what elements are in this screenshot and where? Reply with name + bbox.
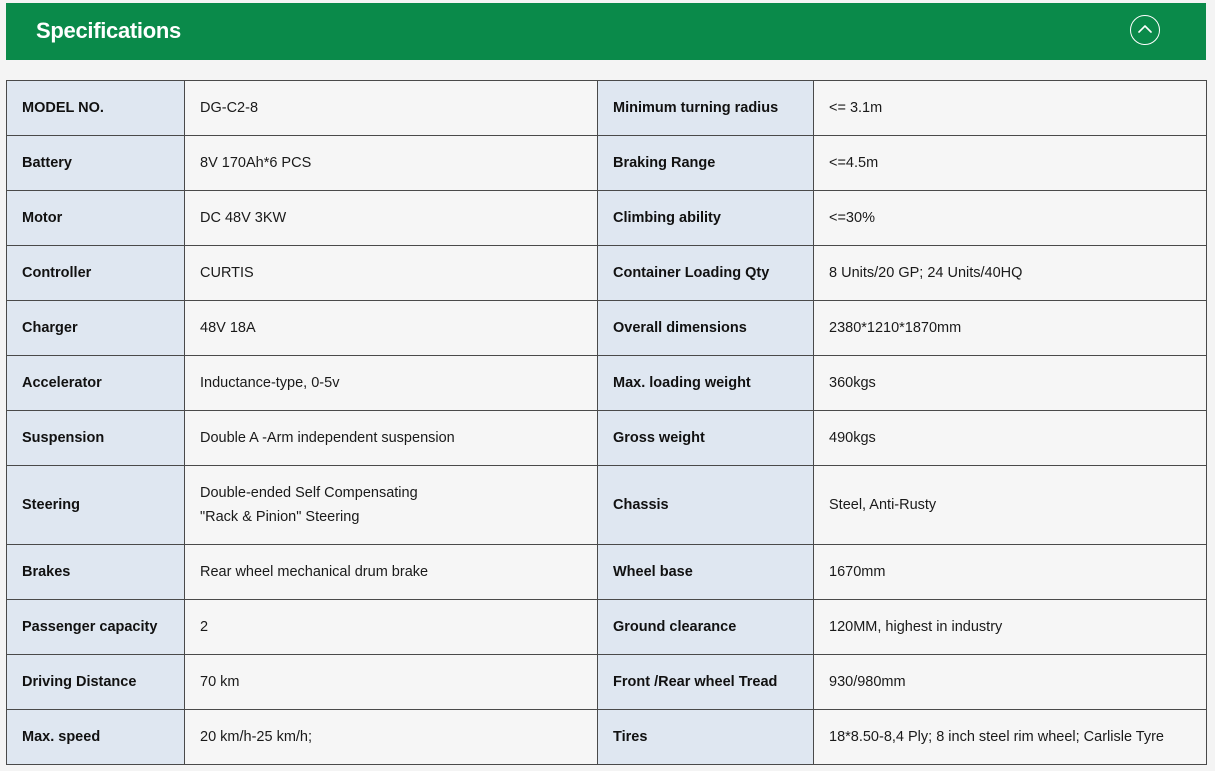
section-title: Specifications [36,18,181,43]
spec-value: CURTIS [185,246,598,301]
spec-label: Tires [598,710,814,765]
spec-value: 1670mm [814,545,1207,600]
spec-label: Front /Rear wheel Tread [598,655,814,710]
spec-label: Motor [7,191,185,246]
table-row [7,246,1207,301]
table-row [7,81,1207,136]
spec-label: MODEL NO. [7,81,185,136]
spec-label: Climbing ability [598,191,814,246]
spec-label: Container Loading Qty [598,246,814,301]
spec-value: 20 km/h-25 km/h; [185,710,598,765]
collapse-button[interactable] [1130,15,1160,45]
spec-label: Battery [7,136,185,191]
spec-value: 70 km [185,655,598,710]
spec-value-line: Double-ended Self Compensating [200,485,418,501]
spec-label: Wheel base [598,545,814,600]
spec-value: 360kgs [814,356,1207,411]
spec-label: Passenger capacity [7,600,185,655]
spec-label: Steering [7,466,185,545]
spec-value: 930/980mm [814,655,1207,710]
spec-value: Double A -Arm independent suspension [185,411,598,466]
spec-value: 48V 18A [185,301,598,356]
spec-value: Inductance-type, 0-5v [185,356,598,411]
spec-label: Driving Distance [7,655,185,710]
spec-label: Brakes [7,545,185,600]
spec-value [185,466,598,545]
table-row [7,710,1207,765]
spec-label: Max. loading weight [598,356,814,411]
spec-value: 8V 170Ah*6 PCS [185,136,598,191]
spec-value: <= 3.1m [814,81,1207,136]
spec-value: <=4.5m [814,136,1207,191]
table-row [7,600,1207,655]
spec-value: 18*8.50-8,4 Ply; 8 inch steel rim wheel; Carlisle Tyre [814,710,1207,765]
spec-label: Charger [7,301,185,356]
spec-value: Rear wheel mechanical drum brake [185,545,598,600]
table-row [7,301,1207,356]
chevron-up-icon [1137,23,1153,35]
specifications-header [6,3,1206,60]
spec-value: <=30% [814,191,1207,246]
spec-value: 2380*1210*1870mm [814,301,1207,356]
spec-value: 120MM, highest in industry [814,600,1207,655]
spec-label: Chassis [598,466,814,545]
spec-label: Ground clearance [598,600,814,655]
spec-label: Minimum turning radius [598,81,814,136]
table-row [7,136,1207,191]
spec-value: Steel, Anti-Rusty [814,466,1207,545]
spec-value: 8 Units/20 GP; 24 Units/40HQ [814,246,1207,301]
spec-value-line: "Rack & Pinion" Steering [200,509,360,525]
spec-label: Accelerator [7,356,185,411]
table-row [7,545,1207,600]
table-row [7,191,1207,246]
table-row [7,356,1207,411]
spec-label: Gross weight [598,411,814,466]
spec-label: Suspension [7,411,185,466]
spec-label: Overall dimensions [598,301,814,356]
table-row [7,466,1207,545]
table-row [7,655,1207,710]
specifications-table [6,80,1207,765]
spec-label: Braking Range [598,136,814,191]
spec-value: 2 [185,600,598,655]
table-row [7,411,1207,466]
spec-value: DC 48V 3KW [185,191,598,246]
spec-value: 490kgs [814,411,1207,466]
spec-label: Max. speed [7,710,185,765]
spec-label: Controller [7,246,185,301]
spec-value: DG-C2-8 [185,81,598,136]
